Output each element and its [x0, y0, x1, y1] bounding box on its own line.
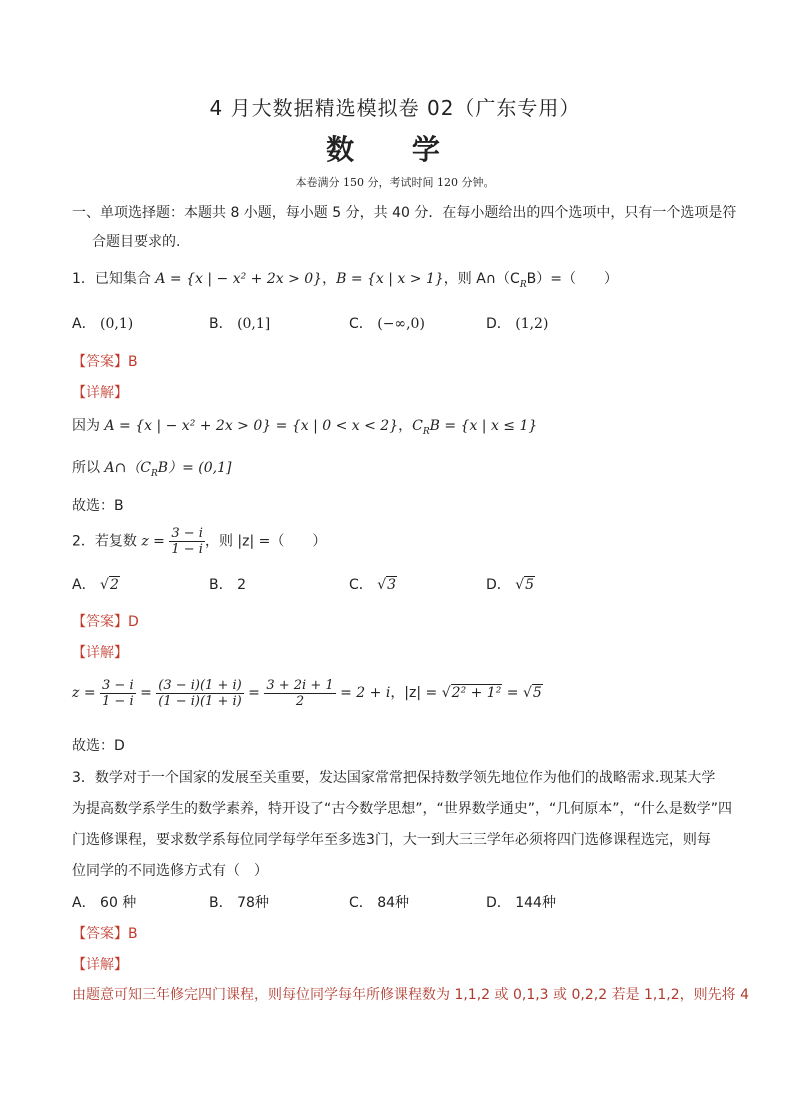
option-value: (−∞,0) [377, 316, 425, 332]
q1-detail-line-1: 因为 A = {x | − x² + 2x > 0} = {x | 0 < x < 2}，$C_RB = \{x$ | x ≤ 1} [72, 418, 538, 437]
q1-set-a: A = {x | − x² + 2x > 0} [155, 271, 323, 287]
q1-option-d[interactable] [486, 313, 548, 333]
section-heading: 一、单项选择题：本题共 8 小题，每小题 5 分，共 40 分．在每小题给出的四个选项中，只有一个选项是符 [72, 205, 737, 221]
q3-detail-line-1: 由题意可知三年修完四门课程，则每位同学每年所修课程数为 1,1,2 或 0,1,3 或 0,2,2 若是 1,1,2，则先将 4 [72, 987, 749, 1003]
section-heading-cont: 合题目要求的. [92, 234, 181, 250]
q1-choice: 故选：B [72, 498, 124, 514]
q1-detail-label: 【详解】 [72, 385, 128, 401]
q2-detail-label: 【详解】 [72, 645, 128, 661]
q2-fraction: $\frac{3 - i}{1 - i}$ [171, 526, 203, 557]
page-title: 4 月大数据精选模拟卷 02（广东专用） [209, 96, 581, 120]
question-3-line-3: 门选修课程，要求数学系每位同学每学年至多选3门，大一到大三三学年必须将四门选修课程选完，则每 [72, 832, 711, 848]
option-value: (0,1) [100, 316, 134, 332]
question-3-line-2: 为提高数学系学生的数学素养，特开设了“古今数学思想”，“世界数学通史”，“几何原本”，“什么是数学”四 [72, 801, 733, 817]
option-label: A． [72, 316, 96, 332]
q1-detail-line-2: 所以 $A\cap(C_RB)= (0,1]$ [72, 460, 232, 479]
q3-option-a[interactable]: A． 60 种 [72, 895, 137, 911]
q1-ask-end: B）=（ ） [526, 271, 618, 287]
q1-option-b[interactable] [209, 313, 270, 333]
option-label: C． [349, 316, 373, 332]
q2-detail-equation: z = $\frac{3 - i}{1 - i}$ = $\frac{(3 - i)(1 + i)}{(1 - i)(1 + i)}$ = $\frac{3 + 2i + 1}{2}$ = 2 + i，|z| = √2² + 1² = √5 [72, 677, 542, 709]
option-value: (1,2) [515, 316, 549, 332]
q1-prefix: 1．已知集合 [72, 271, 156, 287]
q1-option-a[interactable] [72, 313, 133, 333]
option-value: (0,1] [237, 316, 271, 332]
option-label: D． [486, 316, 511, 332]
subject-title: 数 学 [326, 133, 464, 166]
question-1: 1．已知集合 A = {x | − x² + 2x > 0}，B = {x | x > 1}，则 $A\cap(C_RB)=$（ ） [72, 271, 618, 290]
q2-option-b[interactable]: B． 2 [209, 577, 246, 593]
q3-detail-label: 【详解】 [72, 957, 128, 973]
q2-answer: 【答案】D [72, 614, 139, 630]
q1-ask-sub: R [519, 279, 527, 290]
sqrt-symbol: √3 [377, 577, 397, 593]
q2-option-a[interactable]: A． √2 [72, 577, 119, 593]
q2-option-d[interactable]: D． √5 [486, 577, 535, 593]
q1-set-b: B = {x | x > 1} [336, 271, 444, 287]
q3-answer: 【答案】B [72, 926, 138, 942]
option-label: B． [209, 316, 233, 332]
sqrt-symbol: √5 [515, 577, 535, 593]
q1-answer: 【答案】B [72, 354, 138, 370]
q3-option-d[interactable]: D． 144种 [486, 895, 556, 911]
q3-option-b[interactable]: B． 78种 [209, 895, 269, 911]
q2-option-c[interactable]: C． √3 [349, 577, 397, 593]
question-3-line-4: 位同学的不同选修方式有（ ） [72, 863, 268, 879]
question-3-line-1: 3．数学对于一个国家的发展至关重要，发达国家常常把保持数学领先地位作为他们的战略需求.现某大学 [72, 770, 716, 786]
q3-option-c[interactable]: C． 84种 [349, 895, 410, 911]
q2-choice: 故选：D [72, 738, 125, 754]
sqrt-symbol: √2 [100, 577, 119, 593]
exam-info: 本卷满分 150 分，考试时间 120 分钟。 [295, 176, 495, 189]
q1-ask: ，则 A∩（C [443, 271, 520, 287]
question-2: 2．若复数 z = $\frac{3 - i}{1 - i}$ ，则 |z| =（ ） [72, 526, 327, 557]
q1-option-c[interactable] [349, 313, 425, 333]
